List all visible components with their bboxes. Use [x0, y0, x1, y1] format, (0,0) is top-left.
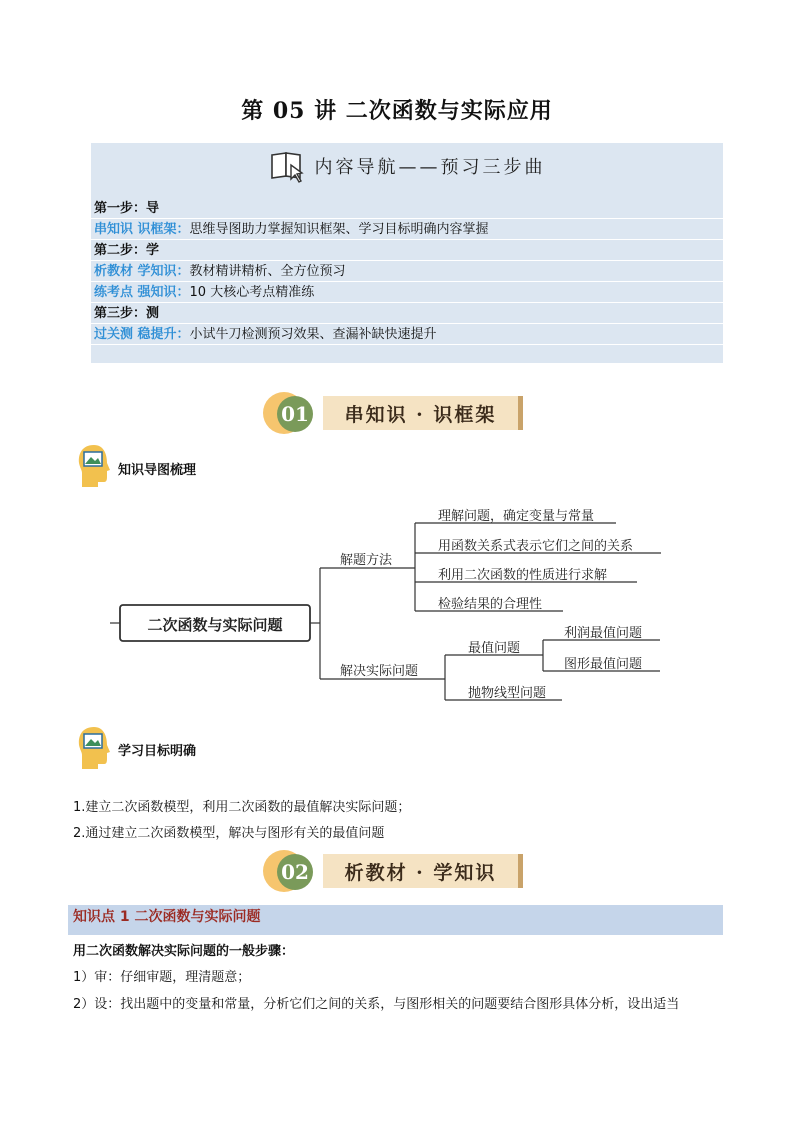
goal-item: 1.建立二次函数模型，利用二次函数的最值解决实际问题；: [73, 800, 411, 815]
mindmap-root: 二次函数与实际问题: [147, 616, 283, 634]
knowledge-point-title: 知识点 1 二次函数与实际问题: [68, 905, 723, 935]
mindmap-method-item: 用函数关系式表示它们之间的关系: [438, 539, 634, 554]
steps-lead: 用二次函数解决实际问题的一般步骤：: [73, 944, 295, 959]
book-pointer-icon: [269, 149, 309, 183]
section-banner-02: [263, 848, 533, 898]
banner-label: 串知识 · 识框架: [323, 396, 523, 430]
nav-step-3: 第三步：测: [91, 304, 723, 324]
banner-number: 02: [277, 854, 313, 890]
mindmap-sub-parabola: 抛物线型问题: [468, 686, 547, 701]
nav-heading-text: 内容导航——预习三步曲: [314, 157, 546, 178]
content-navigation-box: [91, 143, 723, 363]
mindmap-method-item: 检验结果的合理性: [438, 597, 543, 612]
nav-item-text: 思维导图助力掌握知识框架、学习目标明确内容掌握: [189, 222, 489, 237]
mindmap-sub-extremum: 最值问题: [468, 641, 521, 656]
banner-label: 析教材 · 学知识: [323, 854, 523, 888]
mindmap-method-item: 利用二次函数的性质进行求解: [438, 568, 608, 583]
nav-item-key: 析教材 学知识：: [94, 264, 190, 279]
nav-step-1: 第一步：导: [91, 199, 723, 219]
step-item: 2）设：找出题中的变量和常量，分析它们之间的关系，与图形相关的问题要结合图形具体分析，设出适当: [73, 997, 680, 1012]
nav-step-2: 第二步：学: [91, 241, 723, 261]
step-item: 1）审：仔细审题，理清题意；: [73, 970, 251, 985]
nav-item-text: 10 大核心考点精准练: [189, 285, 315, 300]
head-icon: [76, 443, 112, 489]
nav-item-4: [91, 325, 723, 345]
nav-item-text: 小试牛刀检测预习效果、查漏补缺快速提升: [189, 327, 437, 342]
section-goals-label: 学习目标明确: [118, 744, 197, 759]
goal-item: 2.通过建立二次函数模型，解决与图形有关的最值问题: [73, 826, 385, 841]
section-mindmap-label: 知识导图梳理: [118, 463, 197, 478]
mindmap-branch-method: 解题方法: [340, 553, 393, 568]
section-banner-01: [263, 390, 533, 440]
mindmap-extremum-item: 利润最值问题: [564, 626, 643, 641]
nav-item-2: [91, 262, 723, 282]
nav-item-key: 练考点 强知识：: [94, 285, 190, 300]
nav-heading: [91, 147, 723, 185]
nav-item-3: [91, 283, 723, 303]
mindmap-extremum-item: 图形最值问题: [564, 657, 643, 672]
page-title: 第 05 讲 二次函数与实际应用: [241, 98, 553, 124]
nav-item-key: 串知识 识框架：: [94, 222, 190, 237]
mindmap-branch-practical: 解决实际问题: [340, 664, 419, 679]
head-icon: [76, 725, 112, 771]
nav-item-1: [91, 220, 723, 240]
mindmap-method-item: 理解问题，确定变量与常量: [438, 509, 595, 524]
nav-item-text: 教材精讲精析、全方位预习: [189, 264, 346, 279]
nav-item-key: 过关测 稳提升：: [94, 327, 190, 342]
banner-number: 01: [277, 396, 313, 432]
